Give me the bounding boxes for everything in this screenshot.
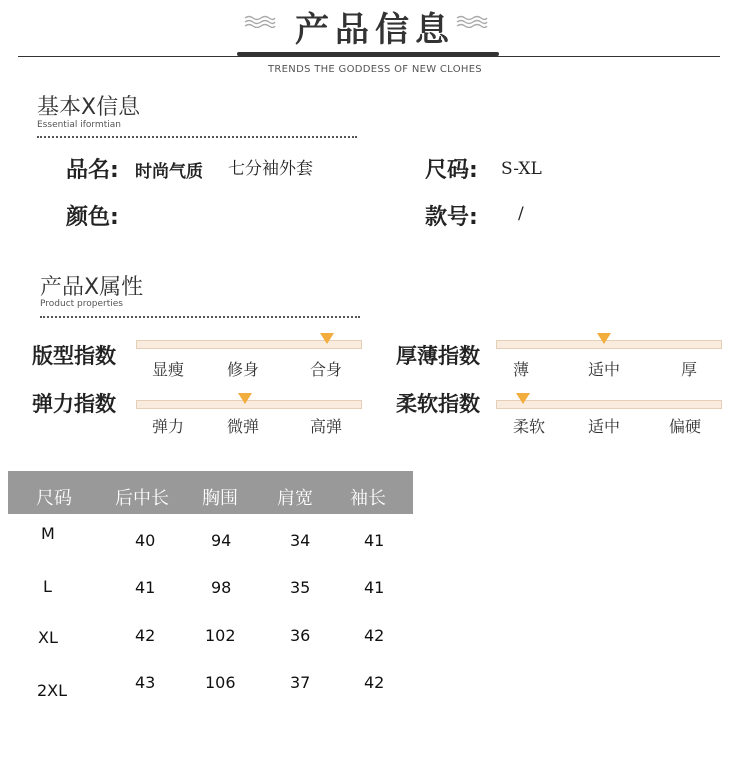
table-cell: 35: [290, 578, 311, 597]
table-cell: 102: [205, 626, 236, 645]
name-label: 品名:: [66, 158, 119, 183]
fit-index-marker: [320, 333, 334, 344]
basic-info-subtitle: Essential iformtian: [37, 120, 121, 130]
table-cell-size: 2XL: [37, 681, 68, 700]
softness-option: 柔软: [513, 417, 546, 436]
table-cell: 37: [290, 673, 311, 692]
name-value-2: 七分袖外套: [228, 159, 313, 179]
table-cell: 43: [135, 673, 156, 692]
table-cell: 42: [135, 626, 156, 645]
table-cell-size: L: [43, 577, 52, 596]
size-table-column-header: 尺码: [36, 488, 72, 509]
color-label: 颜色:: [66, 205, 119, 230]
softness-index-label: 柔软指数: [396, 392, 480, 416]
header-divider: [18, 56, 720, 57]
table-cell: 41: [364, 531, 385, 550]
softness-option: 适中: [588, 417, 621, 436]
elasticity-option: 高弹: [310, 417, 343, 436]
section-divider: [40, 316, 360, 318]
table-cell: 94: [211, 531, 232, 550]
table-cell-size: M: [41, 524, 55, 543]
table-cell: 41: [135, 578, 156, 597]
thickness-index-marker: [597, 333, 611, 344]
size-label: 尺码:: [425, 158, 478, 183]
thickness-index-label: 厚薄指数: [396, 344, 480, 368]
elasticity-index-marker: [238, 393, 252, 404]
table-cell-size: XL: [38, 628, 58, 647]
elasticity-option: 微弹: [227, 417, 260, 436]
page-subtitle: TRENDS THE GODDESS OF NEW CLOHES: [268, 64, 482, 75]
size-table-column-header: 肩宽: [277, 488, 313, 509]
table-cell: 106: [205, 673, 236, 692]
properties-subtitle: Product properties: [40, 299, 123, 309]
elasticity-index-label: 弹力指数: [32, 392, 116, 416]
table-cell: 36: [290, 626, 311, 645]
size-table-column-header: 袖长: [350, 488, 386, 509]
wave-ornament-icon: [456, 14, 488, 28]
properties-title: 产品X属性: [40, 275, 144, 300]
fit-option: 显瘦: [152, 360, 185, 379]
table-cell: 42: [364, 673, 385, 692]
style-number-value: /: [518, 204, 524, 224]
softness-option: 偏硬: [669, 417, 702, 436]
size-table-column-header: 胸围: [202, 488, 238, 509]
style-number-label: 款号:: [425, 205, 478, 230]
fit-index-label: 版型指数: [32, 344, 116, 368]
fit-option: 合身: [310, 360, 343, 379]
table-cell: 98: [211, 578, 232, 597]
basic-info-title: 基本X信息: [37, 95, 141, 120]
table-cell: 34: [290, 531, 311, 550]
header-divider-accent: [237, 52, 499, 56]
softness-index-marker: [516, 393, 530, 404]
page-title: 产品信息: [295, 10, 455, 50]
thickness-option: 适中: [588, 360, 621, 379]
name-value-1: 时尚气质: [135, 162, 203, 182]
thickness-option: 厚: [681, 360, 698, 379]
size-value: S-XL: [501, 159, 542, 179]
size-table-column-header: 后中长: [115, 488, 169, 509]
thickness-option: 薄: [513, 360, 530, 379]
table-cell: 40: [135, 531, 156, 550]
elasticity-option: 弹力: [152, 417, 185, 436]
table-cell: 41: [364, 578, 385, 597]
fit-option: 修身: [227, 360, 260, 379]
table-cell: 42: [364, 626, 385, 645]
section-divider: [37, 136, 357, 138]
